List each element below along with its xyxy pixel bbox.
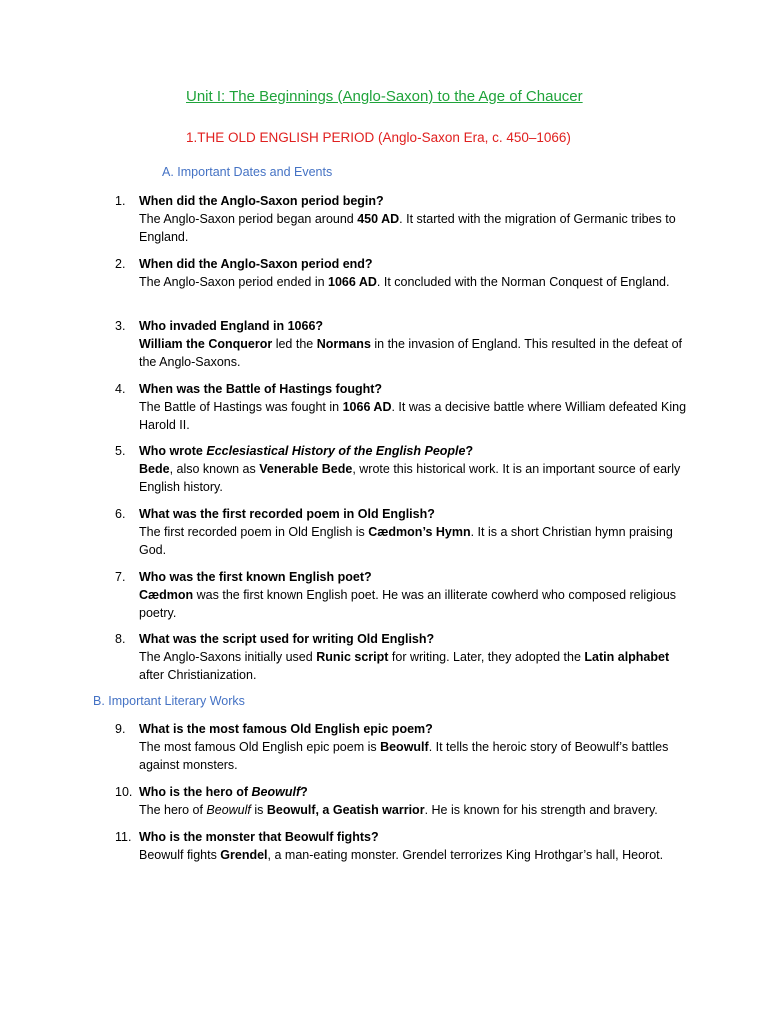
question [139,630,695,648]
text-run: What was the script used for writing Old English? [139,632,435,646]
text-run: Cædmon [139,588,194,602]
qa-item [115,720,695,774]
text-run: in the invasion of England. This resulted in the defeat of the Anglo-Saxons. [139,337,682,369]
question [139,828,695,846]
item-number: 4. [115,382,126,396]
question [139,380,695,398]
document-title: Unit I: The Beginnings (Anglo-Saxon) to the Age of Chaucer [186,88,583,105]
text-run: is [250,803,267,817]
text-run: The Anglo-Saxon period ended in [139,275,329,289]
text-run: Who was the first known English poet? [139,570,372,584]
text-run: Ecclesiastical History of the English People [206,444,466,458]
question [139,255,695,273]
text-run: , a man-eating monster. Grendel terrorizes King Hrothgar’s hall, Heorot. [267,848,664,862]
item-number: 10. [115,785,133,799]
text-run: led the [272,337,317,351]
qa-item [115,783,695,819]
text-run: Cædmon’s Hymn [368,525,471,539]
answer [139,801,695,819]
period-heading: 1.THE OLD ENGLISH PERIOD (Anglo-Saxon Era, c. 450–1066) [186,130,571,145]
question [139,720,695,738]
question [139,783,695,801]
text-run: Bede [139,462,170,476]
answer [139,648,695,684]
text-run: . It is a short Christian hymn praising God. [139,525,673,557]
qa-item [115,255,695,291]
text-run: When did the Anglo-Saxon period end? [139,257,373,271]
text-run: . He is known for his strength and bravery. [424,803,658,817]
item-number: 1. [115,194,126,208]
text-run: , also known as [169,462,260,476]
text-run: Beowulf [251,785,301,799]
answer [139,586,695,622]
question [139,505,695,523]
text-run: When was the Battle of Hastings fought? [139,382,383,396]
answer [139,398,695,434]
text-run: Normans [316,337,371,351]
answer [139,210,695,246]
item-number: 3. [115,319,126,333]
text-run: Who is the monster that Beowulf fights? [139,830,379,844]
qa-item [115,568,695,622]
item-number: 2. [115,257,126,271]
qa-item [115,192,695,246]
section-heading-dates-events: A. Important Dates and Events [162,165,333,179]
text-run: Beowulf [380,740,429,754]
qa-item [115,828,695,864]
qa-item [115,442,695,496]
qa-item [115,630,695,684]
text-run: Beowulf fights [139,848,221,862]
text-run: Who invaded England in 1066? [139,319,324,333]
item-number: 11. [115,830,132,844]
item-number: 9. [115,722,126,736]
text-run: 1066 AD [328,275,377,289]
answer [139,273,695,291]
text-run: . It tells the heroic story of Beowulf’s battles against monsters. [139,740,669,772]
text-run: after Christianization. [139,668,257,682]
text-run: The most famous Old English epic poem is [139,740,381,754]
text-run: The first recorded poem in Old English is [139,525,369,539]
answer [139,460,695,496]
text-run: ? [465,444,474,458]
text-run: When did the Anglo-Saxon period begin? [139,194,384,208]
text-run: Latin alphabet [584,650,670,664]
text-run: . It concluded with the Norman Conquest of England. [376,275,670,289]
text-run: for writing. Later, they adopted the [388,650,585,664]
text-run: . It was a decisive battle where William defeated King Harold II. [139,400,687,432]
text-run: The Anglo-Saxons initially used [139,650,317,664]
text-run: Runic script [316,650,389,664]
text-run: The Battle of Hastings was fought in [139,400,343,414]
text-run: The Anglo-Saxon period began around [139,212,358,226]
question [139,192,695,210]
question [139,442,695,460]
text-run: The hero of [139,803,207,817]
text-run: Beowulf [206,803,251,817]
text-run: Venerable Bede [259,462,353,476]
answer [139,335,695,371]
section-heading-literary-works: B. Important Literary Works [93,694,245,708]
text-run: 450 AD [357,212,400,226]
answer [139,523,695,559]
qa-item [115,317,695,371]
text-run: Beowulf, a Geatish warrior [266,803,425,817]
answer [139,738,695,774]
text-run: What is the most famous Old English epic poem? [139,722,433,736]
text-run: . It started with the migration of Germanic tribes to England. [139,212,676,244]
text-run: was the first known English poet. He was an illiterate cowherd who composed religious poetry. [139,588,677,620]
text-run: William the Conqueror [139,337,273,351]
text-run: Who is the hero of [139,785,252,799]
text-run: 1066 AD [342,400,392,414]
text-run: ? [300,785,308,799]
answer [139,846,695,864]
qa-item [115,505,695,559]
text-run: , wrote this historical work. It is an important source of early English history. [139,462,681,494]
item-number: 8. [115,632,126,646]
question [139,317,695,335]
qa-item [115,380,695,434]
item-number: 6. [115,507,126,521]
item-number: 5. [115,444,126,458]
text-run: Grendel [220,848,268,862]
item-number: 7. [115,570,126,584]
text-run: Who wrote [139,444,207,458]
text-run: What was the first recorded poem in Old English? [139,507,435,521]
question [139,568,695,586]
